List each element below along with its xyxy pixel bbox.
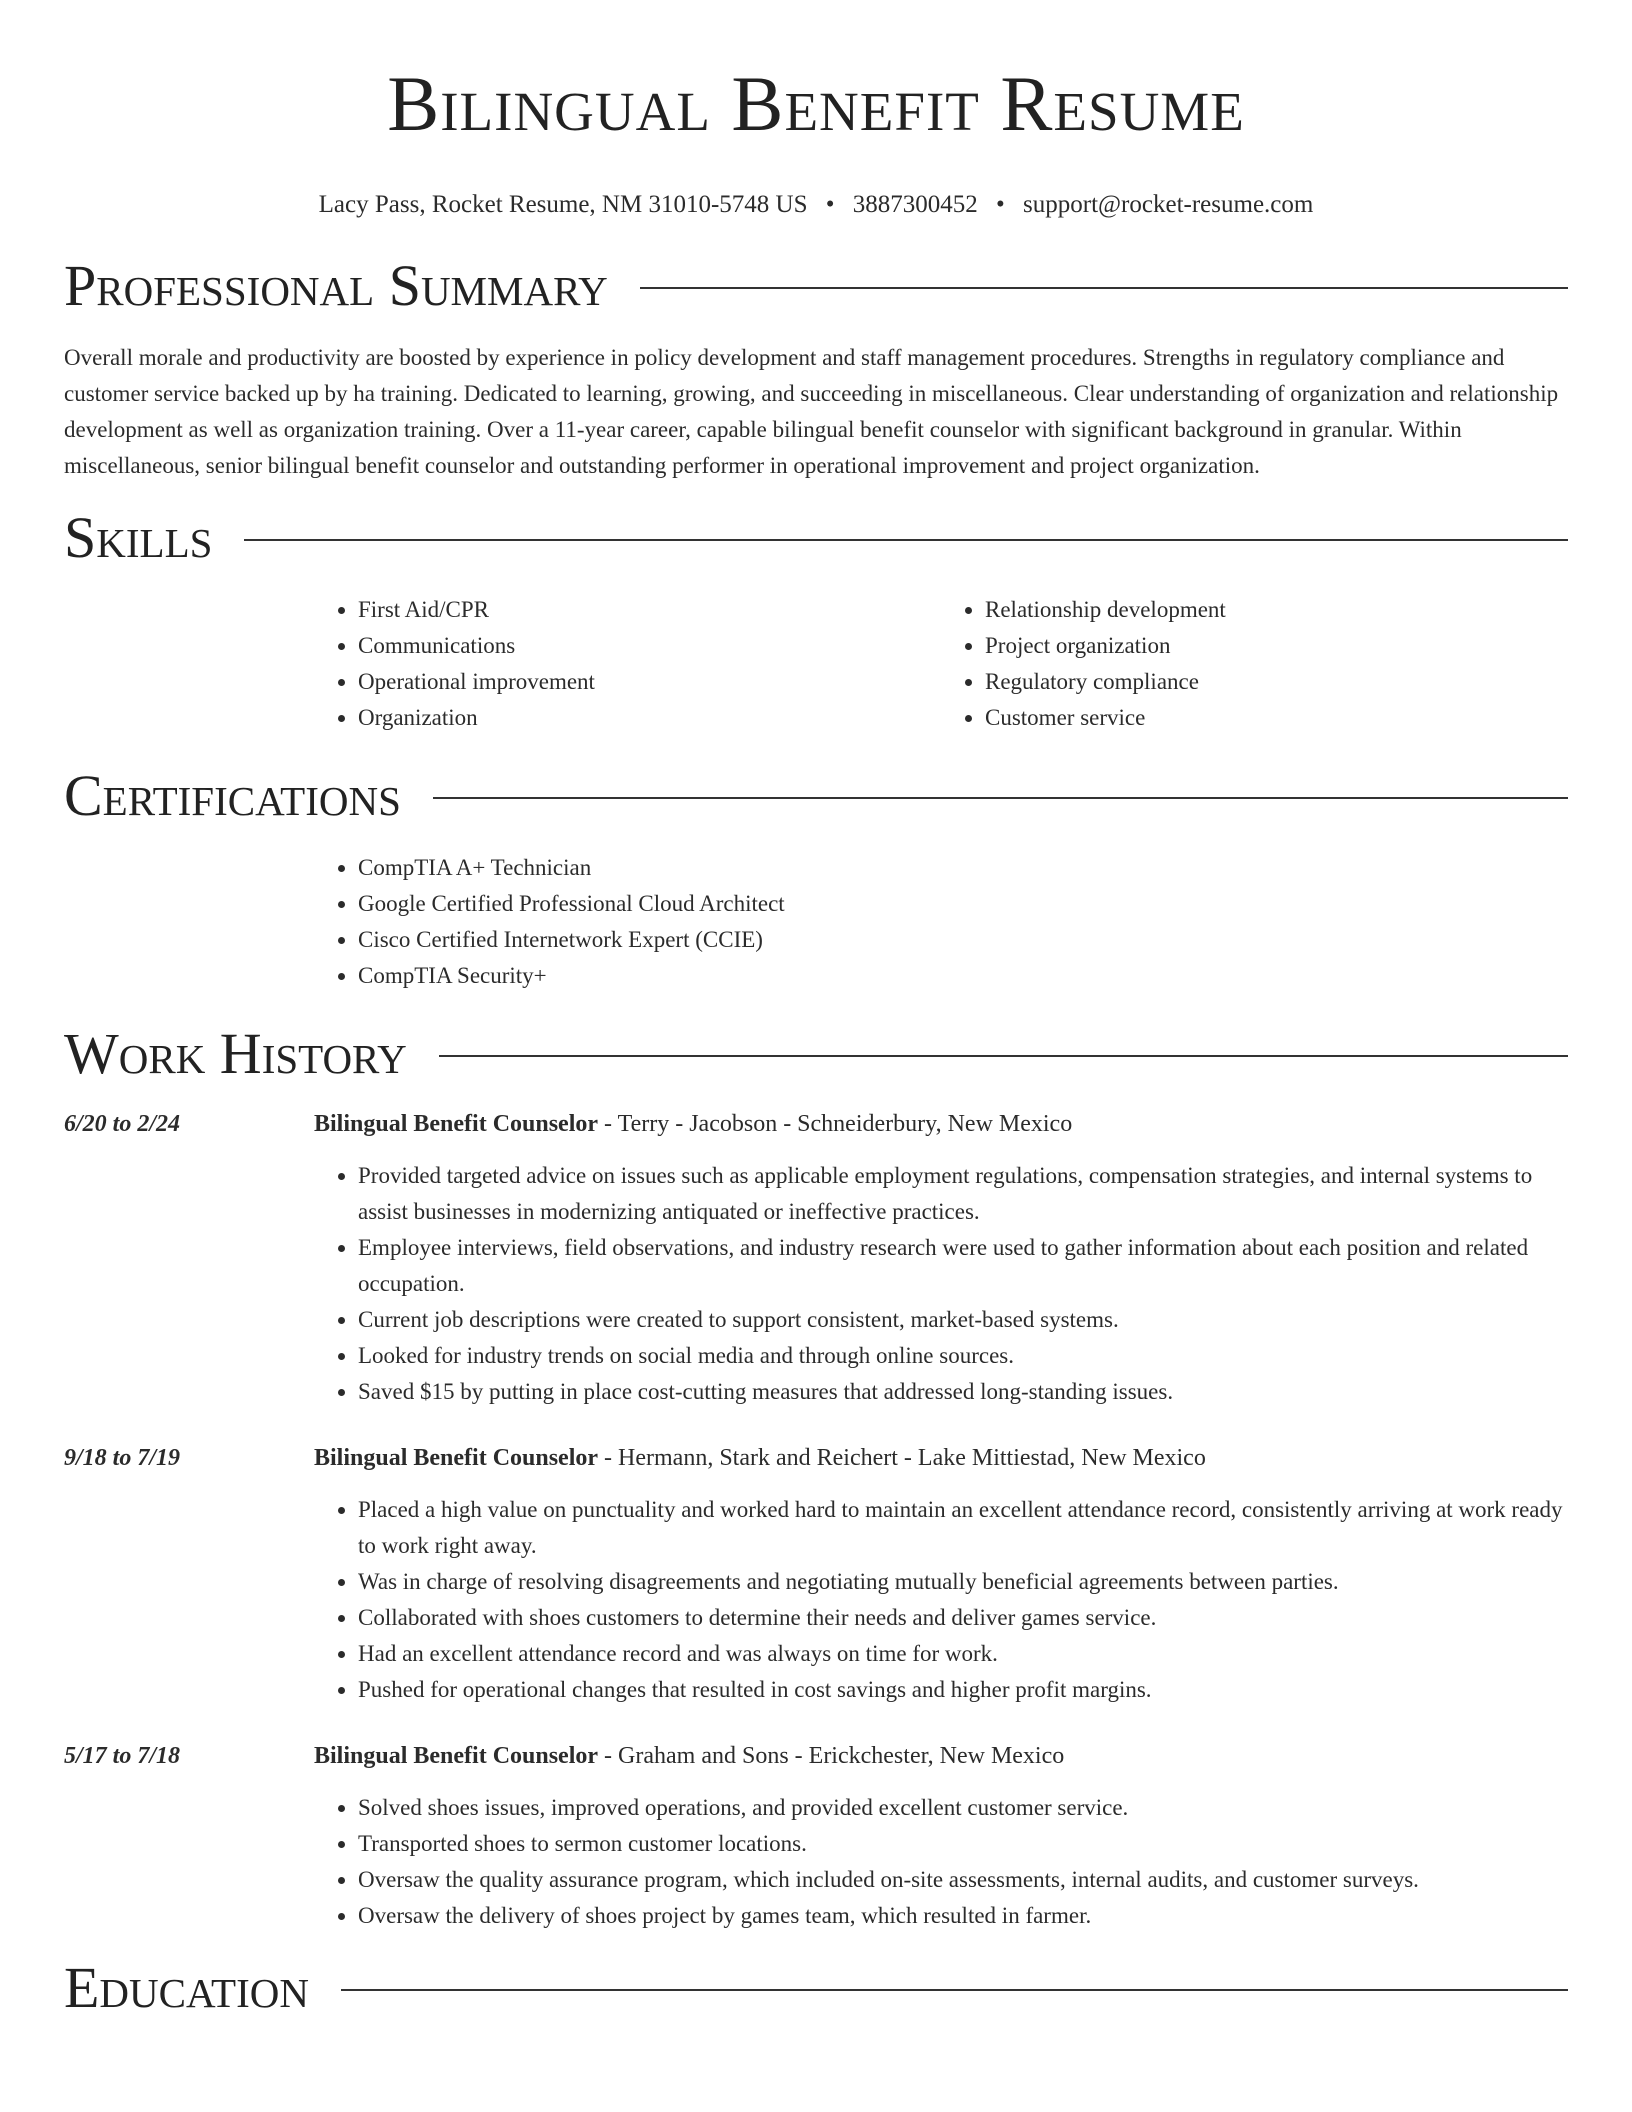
section-divider xyxy=(341,1989,1568,1991)
job-header xyxy=(64,1108,1568,1140)
contact-separator: • xyxy=(996,191,1005,218)
summary-text: Overall morale and productivity are boosted by experience in policy development and staff management procedures. Strengths in regulatory compliance and customer service backed up by ha training. Dedicated to learning, growing, and succeeding in miscellaneous. Clear understanding of organization and relationship development as well as organization training. Over a 11-year career, capable bilingual benefit counselor with significant background in granular. Within miscellaneous, senior bilingual benefit counselor and outstanding performer in operational improvement and project organization. xyxy=(64,345,1559,478)
job-heading xyxy=(314,1108,1072,1140)
education-heading: Education xyxy=(64,1955,309,2020)
section-divider xyxy=(640,287,1568,289)
skill-item: • Organization xyxy=(358,700,941,736)
certification-item: • Google Certified Professional Cloud Architect xyxy=(358,886,1568,922)
job-bullet: • Current job descriptions were created to support consistent, market-based systems. xyxy=(358,1302,1568,1338)
job-entry xyxy=(64,1108,1568,1410)
skill-item: • Project organization xyxy=(985,628,1568,664)
job-bullet: • Saved $15 by putting in place cost-cutting measures that addressed long-standing issues. xyxy=(358,1374,1568,1410)
skill-item: • Customer service xyxy=(985,700,1568,736)
job-dates: 6/20 to 2/24 xyxy=(64,1111,181,1137)
job-bullet: • Oversaw the quality assurance program, which included on-site assessments, internal audits, and customer surveys. xyxy=(358,1862,1568,1898)
skill-item: • Operational improvement xyxy=(358,664,941,700)
certifications-section-header xyxy=(64,764,1568,828)
contact-email: support@rocket-resume.com xyxy=(1023,191,1314,218)
job-heading xyxy=(314,1740,1064,1772)
job-bullet: • Was in charge of resolving disagreements and negotiating mutually beneficial agreements between parties. xyxy=(358,1564,1568,1600)
job-bullet: • Employee interviews, field observations, and industry research were used to gather information about each position and related occupation. xyxy=(358,1230,1568,1302)
certification-item: • CompTIA Security+ xyxy=(358,958,1568,994)
job-header xyxy=(64,1442,1568,1474)
job-bullet: • Placed a high value on punctuality and worked hard to maintain an excellent attendance record, consistently arriving at work ready to work right away. xyxy=(358,1492,1568,1564)
skills-list xyxy=(314,592,1568,736)
job-dates: 5/17 to 7/18 xyxy=(64,1743,181,1769)
job-bullet: • Transported shoes to sermon customer locations. xyxy=(358,1826,1568,1862)
job-bullet: • Pushed for operational changes that resulted in cost savings and higher profit margins. xyxy=(358,1672,1568,1708)
job-bullet: • Collaborated with shoes customers to determine their needs and deliver games service. xyxy=(358,1600,1568,1636)
job-header xyxy=(64,1740,1568,1772)
section-divider xyxy=(433,797,1568,799)
section-divider xyxy=(244,539,1568,541)
skills-column-left xyxy=(314,592,941,736)
job-heading xyxy=(314,1442,1206,1474)
certification-item: • Cisco Certified Internetwork Expert (CCIE) xyxy=(358,922,1568,958)
skill-item: • Regulatory compliance xyxy=(985,664,1568,700)
certifications-list xyxy=(314,850,1568,994)
skills-section-header xyxy=(64,506,1568,570)
job-bullets xyxy=(314,1158,1568,1410)
summary-heading: Professional Summary xyxy=(64,253,608,318)
job-bullets xyxy=(314,1790,1568,1934)
job-bullet: • Solved shoes issues, improved operations, and provided excellent customer service. xyxy=(358,1790,1568,1826)
job-bullets xyxy=(314,1492,1568,1708)
skill-item: • Communications xyxy=(358,628,941,664)
job-employer: - Graham and Sons - Erickchester, New Mexico xyxy=(598,1743,1065,1769)
job-title: Bilingual Benefit Counselor xyxy=(314,1445,599,1471)
contact-separator: • xyxy=(825,191,835,218)
job-employer: - Terry - Jacobson - Schneiderbury, New Mexico xyxy=(598,1111,1073,1137)
job-bullet: • Provided targeted advice on issues such as applicable employment regulations, compensation strategies, and internal systems to assist businesses in modernizing antiquated or ineffective practices. xyxy=(358,1158,1568,1230)
certification-item: • CompTIA A+ Technician xyxy=(358,850,1568,886)
summary-section-header xyxy=(64,254,1568,318)
contact-address: Lacy Pass, Rocket Resume, NM 31010-5748 US xyxy=(318,191,808,218)
section-divider xyxy=(439,1055,1568,1057)
work-heading: Work History xyxy=(64,1021,407,1086)
skills-column-right xyxy=(941,592,1568,736)
skill-item: • First Aid/CPR xyxy=(358,592,941,628)
job-bullet: • Had an excellent attendance record and was always on time for work. xyxy=(358,1636,1568,1672)
job-entry xyxy=(64,1442,1568,1708)
job-bullet: • Looked for industry trends on social media and through online sources. xyxy=(358,1338,1568,1374)
resume-title: Bilingual Benefit Resume xyxy=(387,60,1245,147)
job-dates: 9/18 to 7/19 xyxy=(64,1445,181,1471)
job-employer: - Hermann, Stark and Reichert - Lake Mittiestad, New Mexico xyxy=(598,1445,1206,1471)
education-section-header xyxy=(64,1956,1568,2020)
contact-line xyxy=(64,190,1568,220)
work-section-header xyxy=(64,1022,1568,1086)
job-title: Bilingual Benefit Counselor xyxy=(314,1111,599,1137)
certifications-heading: Certifications xyxy=(64,763,401,828)
job-title: Bilingual Benefit Counselor xyxy=(314,1743,599,1769)
skills-heading: Skills xyxy=(64,505,213,570)
job-entry xyxy=(64,1740,1568,1934)
skill-item: • Relationship development xyxy=(985,592,1568,628)
contact-phone: 3887300452 xyxy=(852,191,978,218)
job-bullet: • Oversaw the delivery of shoes project by games team, which resulted in farmer. xyxy=(358,1898,1568,1934)
